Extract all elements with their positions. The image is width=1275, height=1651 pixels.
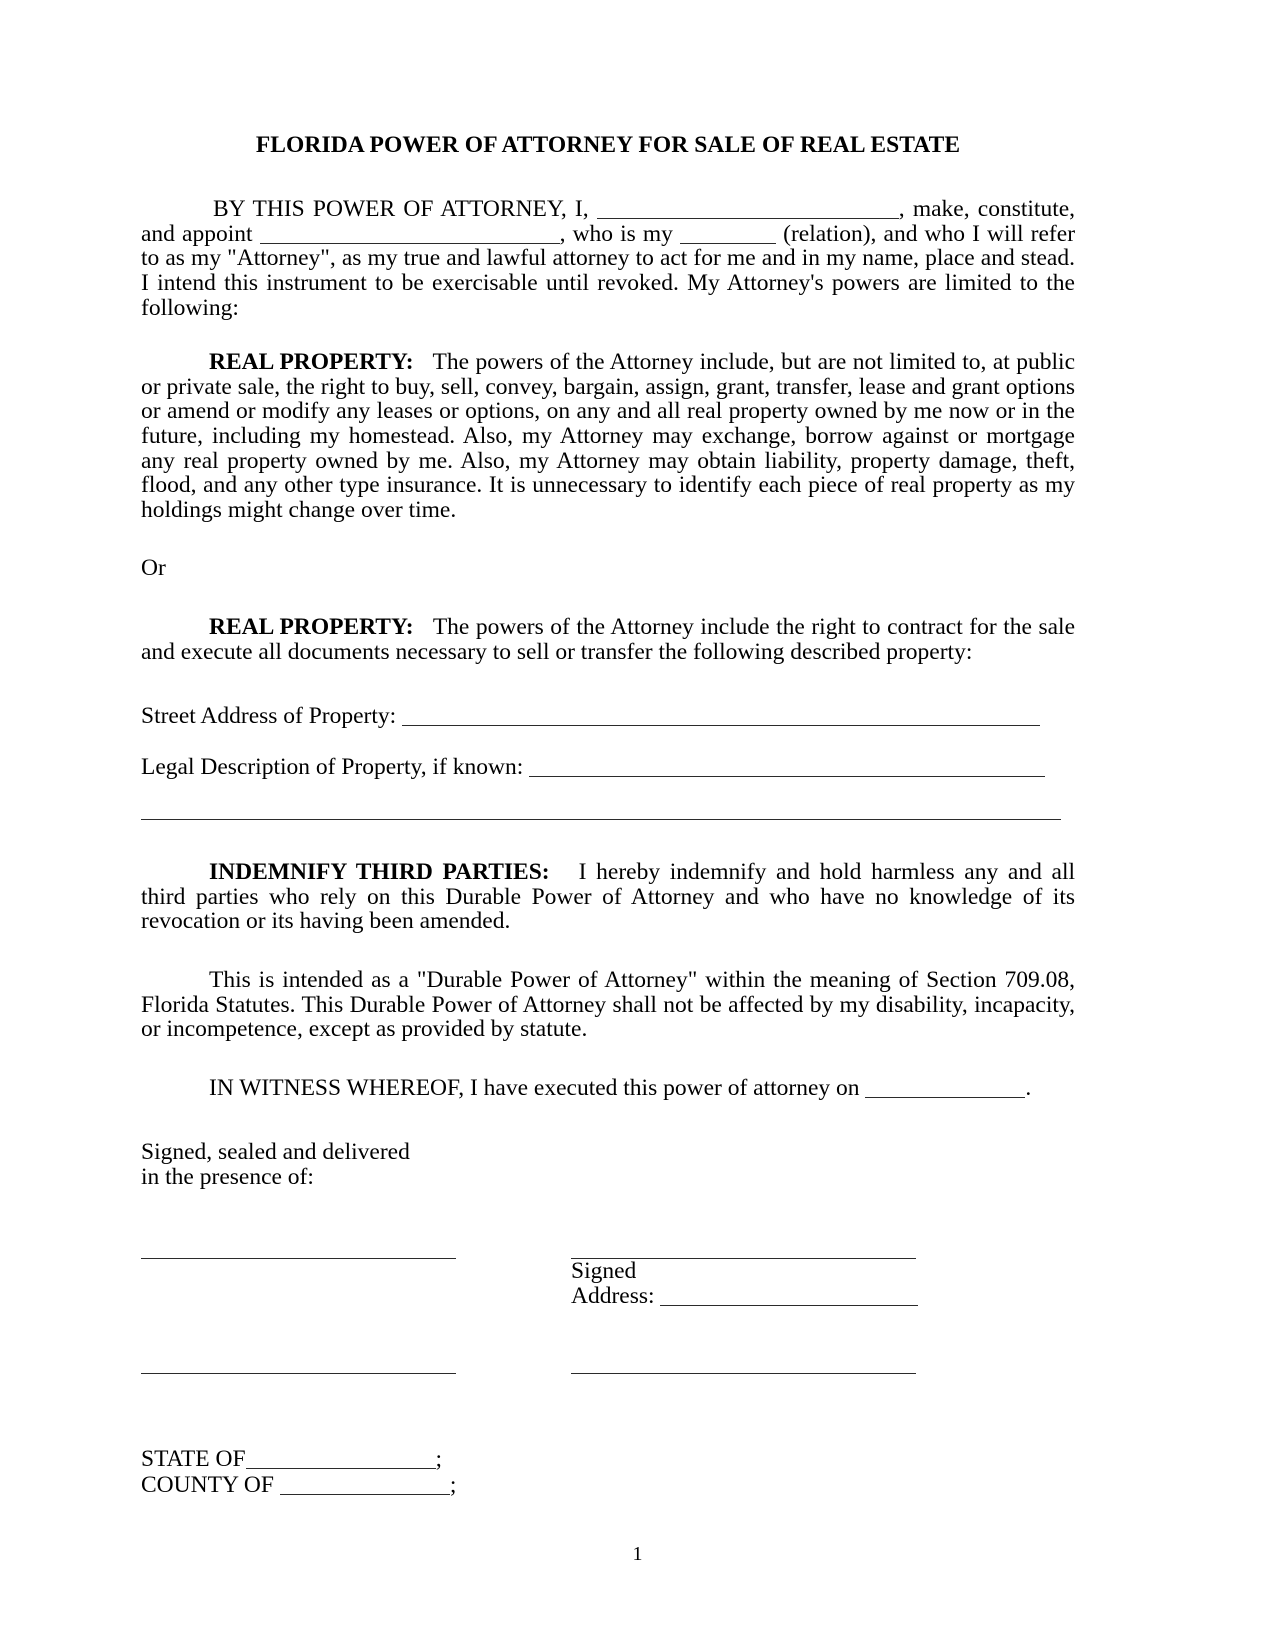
county-of-terminator: ; [449,1471,457,1498]
state-of-row [141,1446,1075,1472]
intro-body-text: and who I will refer to as my "Attorney", as my true and lawful attorney to act for me and in my name, place and stead. I intend this instrument to be exercisable until revoked. My Attorney's powers are limited to the following: [141,220,1076,321]
state-of-label: STATE OF [141,1445,246,1472]
signed-label-row [571,1259,1075,1284]
second-signature-input[interactable] [571,1373,916,1374]
county-of-label: COUNTY OF [141,1471,274,1498]
attestation-text-2: in the presence of: [141,1164,314,1191]
signature-row-2 [141,1373,1075,1374]
legal-description-input[interactable] [529,759,1045,777]
second-signature-column [571,1373,1075,1374]
witness-clause-text: IN WITNESS WHEREOF, I have executed this power of attorney on [209,1074,860,1101]
real-property-text-1: The powers of the Attorney include, but are not limited to, at public or private sale, the right to buy, sell, convey, bargain, assign, grant, transfer, lease and grant options or amend or modify any leases or options, on any and all real property owned by me now or in the future, including my homestead. Also, my Attorney may exchange, borrow against or mortgage any real property owned by me. Also, my Attorney may obtain liability, property damage, theft, flood, and any other type insurance. It is unnecessary to identify each piece of real property as my holdings might change over time. [141,349,1075,523]
or-divider [141,556,1075,581]
witness-2-signature-input[interactable] [141,1373,456,1374]
page-number: 1 [632,1543,643,1565]
intro-lead-text: BY THIS POWER OF ATTORNEY, I, [213,196,589,223]
witness-2-column [141,1373,571,1374]
signature-block [141,1258,1075,1374]
relation-suffix-label: (relation), [783,220,877,247]
indemnify-text: I hereby indemnify and hold harmless any and all third parties who rely on this Durable Power of Attorney and who have no knowledge of its revocation or its having been amended. [141,859,1076,935]
real-property-heading-2: REAL PROPERTY: [209,613,414,640]
witness-1-signature-input[interactable] [141,1258,456,1259]
state-of-terminator: ; [435,1445,443,1472]
signed-label: Signed [571,1257,637,1284]
address-label: Address: [571,1282,655,1309]
real-property-text-2: The powers of the Attorney include the right to contract for the sale and execute all documents necessary to sell or transfer the following described property: [141,613,1076,665]
attestation-line-2 [141,1165,1075,1190]
street-address-row [141,704,1075,729]
execution-date-field[interactable] [865,1080,1025,1098]
attestation-line-1 [141,1140,1075,1165]
appoint-label: make, constitute, and appoint [141,196,1076,247]
indemnify-paragraph [141,860,1075,934]
witness-clause-terminator: . [1025,1074,1032,1101]
legal-description-label: Legal Description of Property, if known: [141,753,524,780]
relation-prefix-label: , who is my [559,220,673,247]
principal-signature-column [571,1258,1075,1309]
county-of-input[interactable] [280,1477,450,1495]
page-title: FLORIDA POWER OF ATTORNEY FOR SALE OF REAL ESTATE [255,132,961,158]
witness-clause [141,1076,1075,1101]
document-body [141,131,1075,1498]
street-address-label: Street Address of Property: [141,703,397,730]
state-of-input[interactable] [246,1451,436,1469]
real-property-paragraph-1 [141,350,1075,522]
signature-row-1 [141,1258,1075,1309]
real-property-heading-1: REAL PROPERTY: [209,349,414,376]
county-of-row [141,1472,1075,1498]
indemnify-heading: INDEMNIFY THIRD PARTIES: [209,859,550,886]
or-label: Or [141,555,166,582]
legal-description-row [141,755,1075,780]
intro-paragraph: BY THIS POWER OF ATTORNEY, I, , make, constitute, and appoint , who is my (relation), and who I will refer to as my "Attorney", as my true and lawful attorney to act for me and in my name, place and stead. I intend this instrument to be exercisable until revoked. My Attorney's powers are limited to the following: [141,196,1076,321]
witness-1-column [141,1258,571,1309]
attestation-text-1: Signed, sealed and delivered [141,1139,410,1166]
attorney-name-field[interactable] [260,226,560,244]
street-address-input[interactable] [402,708,1040,726]
address-label-row [571,1284,1075,1309]
real-property-paragraph-2 [141,615,1075,664]
durable-paragraph [141,968,1075,1042]
principal-address-input[interactable] [660,1288,918,1306]
durable-text: This is intended as a "Durable Power of Attorney" within the meaning of Section 709.08, Florida Statutes. This Durable Power of Attorney shall not be affected by my disability, incapacity, or incompetence, except as provided by statute. [141,967,1075,1043]
relation-field[interactable] [680,226,776,244]
principal-name-field[interactable] [597,201,899,219]
